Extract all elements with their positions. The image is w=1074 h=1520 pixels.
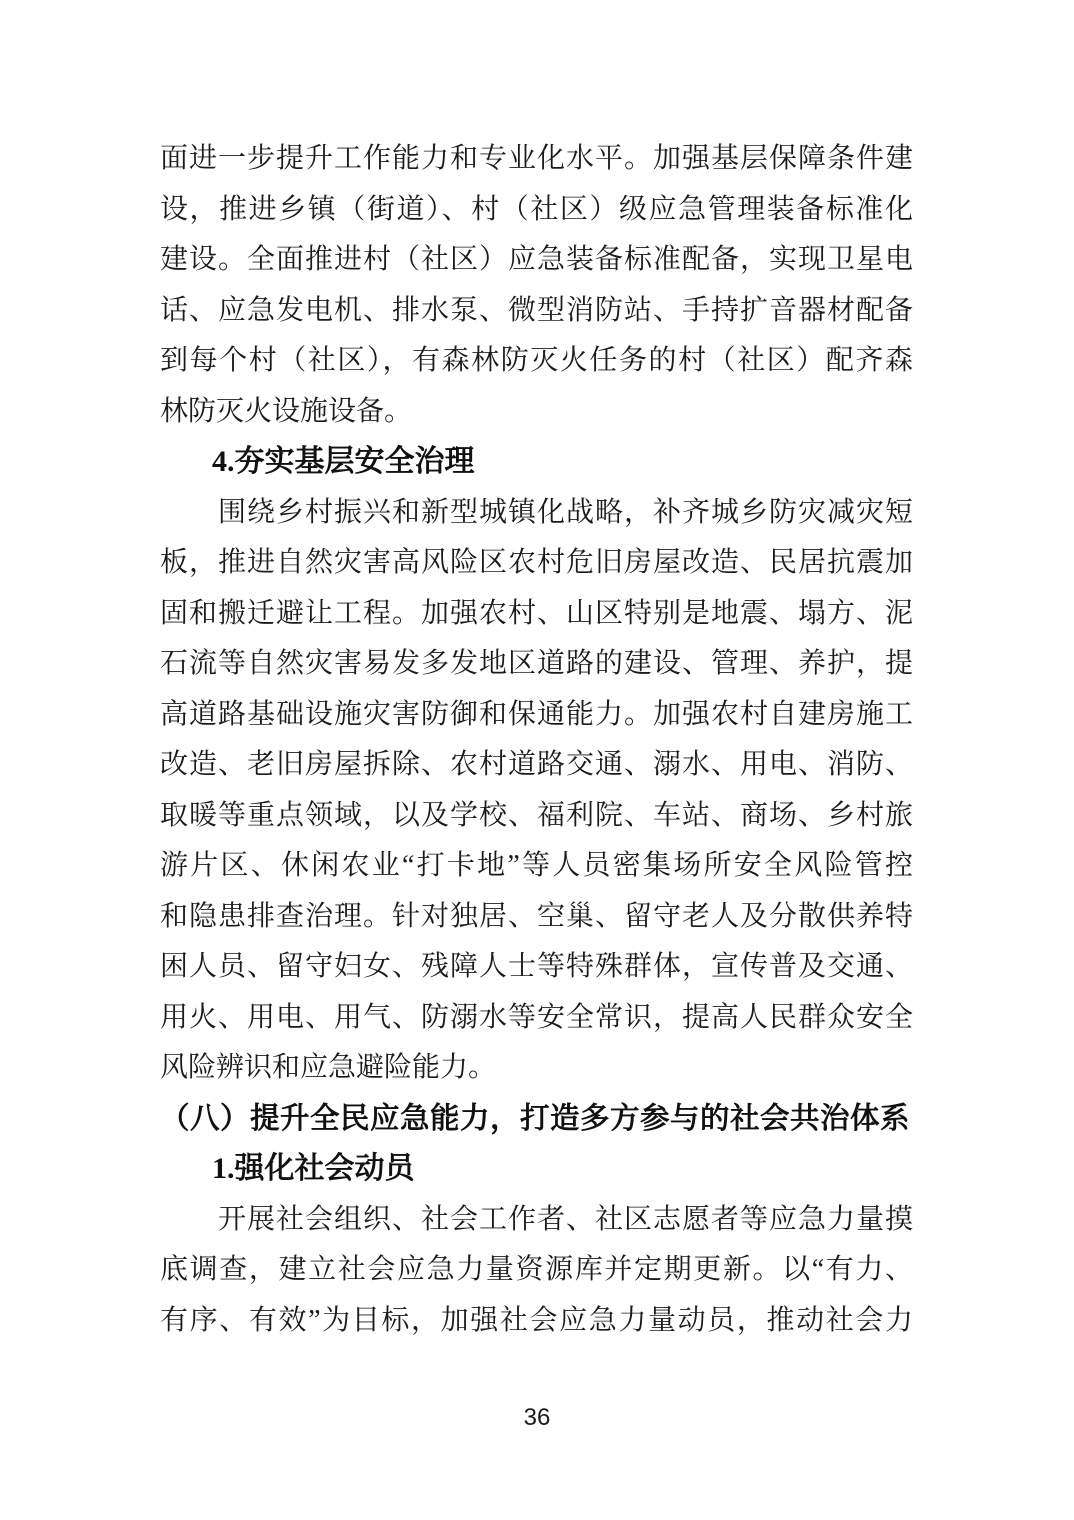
body-text-line: 设，推进乡镇（街道）、村（社区）级应急管理装备标准化 (160, 193, 913, 225)
body-text-line: 用火、用电、用气、防溺水等安全常识，提高人民群众安全 (160, 1001, 913, 1033)
body-text-line: 和隐患排查治理。针对独居、空巢、留守老人及分散供养特 (160, 900, 913, 932)
body-text-line: 改造、老旧房屋拆除、农村道路交通、溺水、用电、消防、 (160, 749, 913, 780)
body-text-line: 底调查，建立社会应急力量资源库并定期更新。以“有力、 (160, 1254, 913, 1285)
body-text-line: 开展社会组织、社会工作者、社区志愿者等应急力量摸 (218, 1203, 913, 1235)
body-text-line: 石流等自然灾害易发多发地区道路的建设、管理、养护，提 (160, 648, 913, 679)
body-text-line: 话、应急发电机、排水泵、微型消防站、手持扩音器材配备 (160, 294, 913, 326)
page-number: 36 (523, 1404, 551, 1431)
body-text-line: 面进一步提升工作能力和专业化水平。加强基层保障条件建 (160, 143, 913, 174)
body-text-line: 板，推进自然灾害高风险区农村危旧房屋改造、民居抗震加 (160, 547, 913, 578)
body-text-line: 围绕乡村振兴和新型城镇化战略，补齐城乡防灾减灾短 (218, 496, 913, 528)
body-text-line: 固和搬迁避让工程。加强农村、山区特别是地震、塌方、泥 (160, 597, 913, 629)
section-heading-8: （八）提升全民应急能力，打造多方参与的社会共治体系 (160, 1101, 911, 1135)
body-text-line: 取暖等重点领域，以及学校、福利院、车站、商场、乡村旅 (160, 799, 913, 831)
body-text-line: 建设。全面推进村（社区）应急装备标准配备，实现卫星电 (160, 244, 913, 275)
document-content (160, 134, 913, 1346)
body-text-line: 游片区、休闲农业“打卡地”等人员密集场所安全风险管控 (160, 850, 913, 881)
body-text-line: 到每个村（社区），有森林防灭火任务的村（社区）配齐森 (160, 345, 913, 376)
body-text-line: 风险辨识和应急避险能力。 (160, 1052, 497, 1083)
body-text-line: 有序、有效”为目标，加强社会应急力量动员，推动社会力 (160, 1304, 913, 1336)
body-text-line: 林防灭火设施设备。 (160, 395, 413, 427)
subsection-heading-1: 1.强化社会动员 (212, 1152, 415, 1185)
body-text-line: 困人员、留守妇女、残障人士等特殊群体，宣传普及交通、 (160, 951, 913, 982)
body-text-line: 高道路基础设施灾害防御和保通能力。加强农村自建房施工 (160, 698, 913, 730)
subsection-heading-4: 4.夯实基层安全治理 (212, 445, 475, 478)
